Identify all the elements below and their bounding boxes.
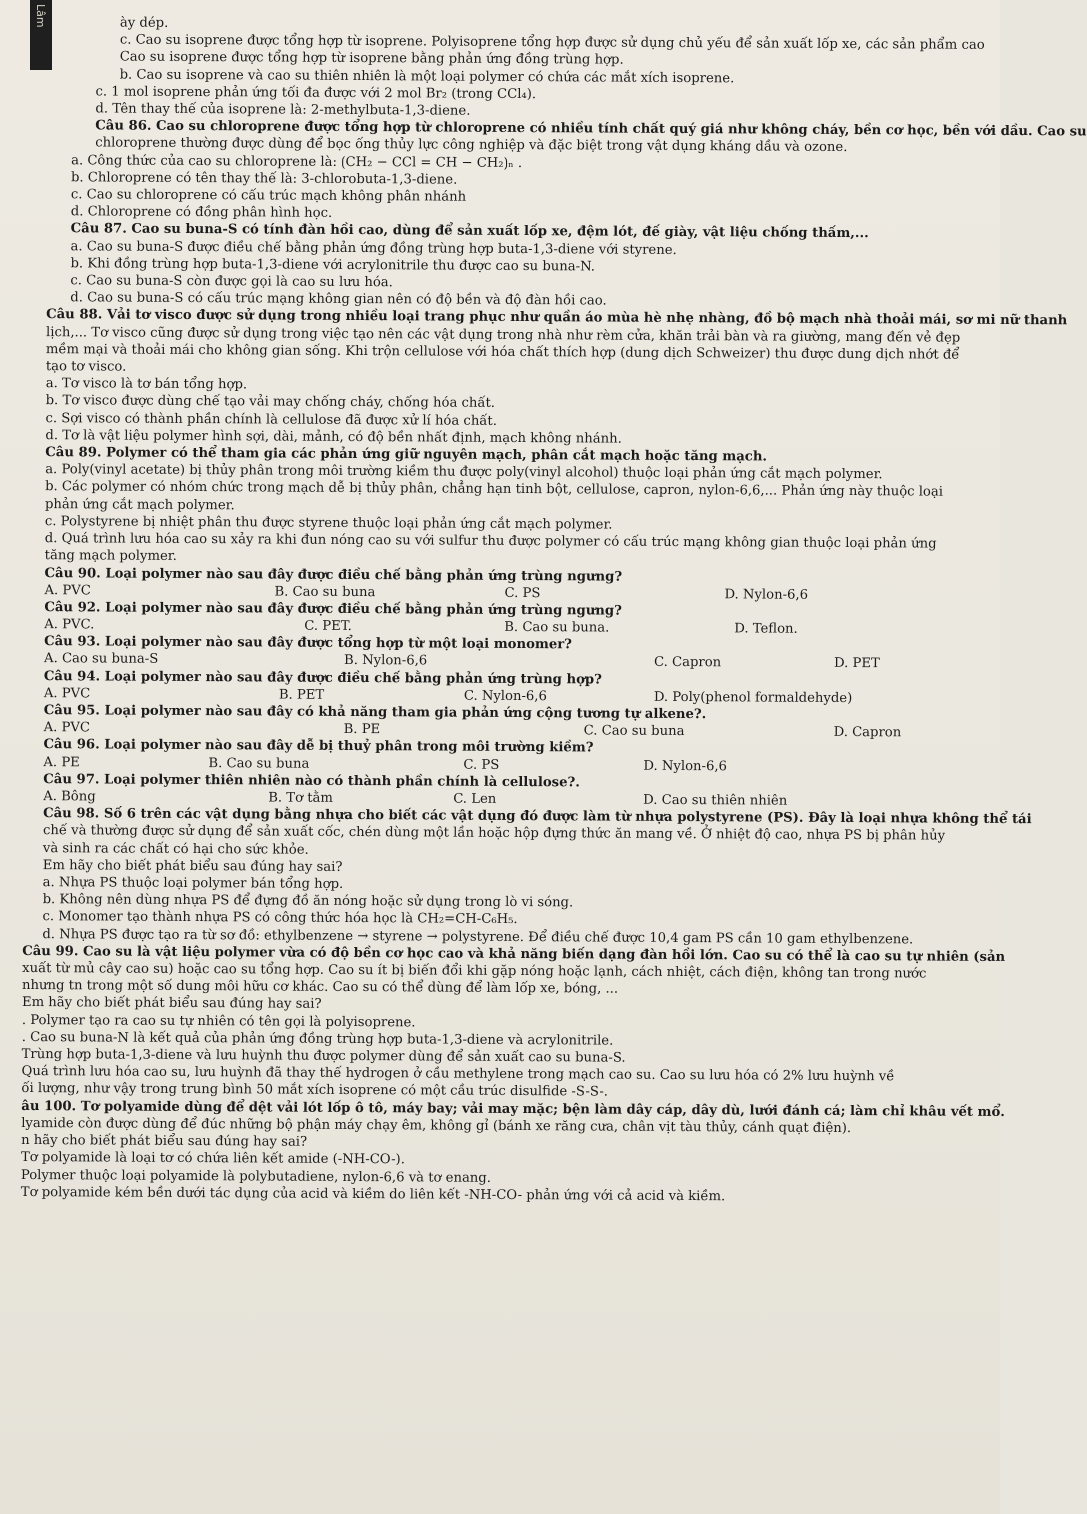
question-98: Câu 98. Số 6 trên các vật dụng bằng nhựa cho biết các vật dụng đó được làm từ nhựa polystyrene (PS). Đây là loại nhựa không thể tái <box>43 806 1032 828</box>
option-c: C. Len <box>453 791 497 807</box>
option-a: A. PVC <box>43 685 91 702</box>
text-line: c. Cao su buna-S còn được gọi là cao su lưu hóa. <box>70 273 393 291</box>
text-line: b. Khi đồng trùng hợp buta-1,3-diene với acrylonitrile thu được cao su buna-N. <box>70 256 596 275</box>
text-line: b. Cao su isoprene và cao su thiên nhiên là một loại polymer có chứa các mắt xích isoprene. <box>119 67 735 86</box>
option-b: B. Tơ tằm <box>268 790 333 806</box>
text-line: ày dép. <box>119 15 169 31</box>
option-a: A. Cao su buna-S <box>44 651 159 668</box>
option-c: C. PET. <box>304 618 352 635</box>
option-d: D. Cao su thiên nhiên <box>643 792 788 809</box>
question-87: Câu 87. Cao su buna-S có tính đàn hồi cao, dùng để sản xuất lốp xe, đệm lót, đế giày, vật liệu chống thấm,... <box>70 221 869 242</box>
text-line: Cao su isoprene được tổng hợp từ isoprene bằng phản ứng đồng trùng hợp. <box>119 49 624 69</box>
option-c: C. Capron <box>654 655 722 671</box>
text-line: chloroprene thường được dùng để bọc ống thủy lực công nghiệp và đặc biệt trong vật dụng kháng dầu và ozone. <box>95 135 848 156</box>
option-d: D. Nylon-6,6 <box>724 586 809 603</box>
question-95: Câu 95. Loại polymer nào sau đây có khả năng tham gia phản ứng cộng tương tự alkene?. <box>43 703 707 723</box>
text-line: lịch,... Tơ visco cũng được sử dụng trong việc tạo nên các vật dụng trong nhà như rèm cửa, khăn trải bàn và ra giường, mang đến vẻ đẹp <box>46 324 961 346</box>
text-line: phản ứng cắt mạch polymer. <box>44 496 235 513</box>
option-a: A. PVC <box>44 582 91 599</box>
text-line: Tơ polyamide là loại tơ có chứa liên kết amide (-NH-CO-). <box>20 1150 405 1168</box>
option-a: A. PE <box>43 754 80 770</box>
option-c: C. PS <box>463 757 500 773</box>
document-body <box>20 14 1087 1207</box>
text-line: b. Tơ visco được dùng chế tạo vải may chống cháy, chống hóa chất. <box>45 393 496 412</box>
text-line: d. Chloroprene có đồng phân hình học. <box>70 204 333 222</box>
option-a: A. PVC <box>43 720 91 736</box>
text-line: ối lượng, như vậy trong trung bình 50 mắt xích isoprene có một cầu trúc disulfide -S-S-. <box>21 1081 609 1101</box>
question-93: Câu 93. Loại polymer nào sau đây được tổng hợp từ một loại monomer? <box>44 634 572 653</box>
option-c: C. PS <box>504 585 541 601</box>
text-line: tạo tơ visco. <box>45 359 127 375</box>
text-line: d. Quá trình lưu hóa cao su xảy ra khi đun nóng cao su với sulfur thu được polymer có cấu trúc mạng không gian thuộc loại phản ứng <box>44 531 937 552</box>
option-b: B. Nylon-6,6 <box>344 653 428 669</box>
text-line: nhưng tn trong một số dung môi hữu cơ khác. Cao su có thể dùng để làm lốp xe, bóng, ... <box>22 978 619 997</box>
text-line: xuất từ mủ cây cao su) hoặc cao su tổng hợp. Cao su ít bị biến đổi khi gặp nóng hoặc lạnh, cách nhiệt, cách điện, không tan trong nước <box>22 961 927 982</box>
text-line: mềm mại và thoải mái cho không gian sống. Khi trộn cellulose với hóa chất thích hợp (dung dịch Schweizer) thu được dung dịch nhớt để <box>45 341 960 363</box>
option-b: B. Cao su buna. <box>504 620 610 636</box>
text-line: chế và thường được sử dụng để sản xuất cốc, chén dùng một lần hoặc hộp đựng thức ăn mang về. Ở nhiệt độ cao, nhựa PS bị phân hủy <box>42 823 946 845</box>
option-d: D. Nylon-6,6 <box>643 758 728 774</box>
option-a: A. Bông <box>43 789 96 805</box>
text-line: tăng mạch polymer. <box>44 548 177 565</box>
option-b: B. Cao su buna <box>208 755 310 772</box>
question-94: Câu 94. Loại polymer nào sau đây được điều chế bằng phản ứng trùng hợp? <box>43 668 602 688</box>
text-line: Trùng hợp buta-1,3-diene và lưu huỳnh thu được polymer dùng để sản xuất cao su buna-S. <box>21 1047 626 1066</box>
text-line: a. Cao su buna-S được điều chế bằng phản ứng đồng trùng hợp buta-1,3-diene với styrene. <box>70 238 677 258</box>
option-b: B. PET <box>278 687 325 703</box>
question-96: Câu 96. Loại polymer nào sau đây dễ bị thuỷ phân trong môi trường kiềm? <box>43 737 594 756</box>
text-line: d. Tơ là vật liệu polymer hình sợi, dài, mảnh, có độ bền nhất định, mạch không nhánh. <box>45 427 622 447</box>
question-92: Câu 92. Loại polymer nào sau đây được điều chế bằng phản ứng trùng ngưng? <box>44 600 622 619</box>
text-line: a. Tơ visco là tơ bán tổng hợp. <box>45 376 248 393</box>
text-line: b. Không nên dùng nhựa PS để đựng đồ ăn nóng hoặc sử dụng trong lò vi sóng. <box>42 892 574 911</box>
text-line: Em hãy cho biết phát biểu sau đúng hay sai? <box>42 857 343 875</box>
option-a: A. PVC. <box>44 617 95 633</box>
text-line: c. Polystyrene bị nhiệt phân thu được styrene thuộc loại phản ứng cắt mạch polymer. <box>44 514 613 533</box>
text-line: d. Cao su buna-S có cấu trúc mạng không gian nên có độ bền và độ đàn hồi cao. <box>70 290 607 309</box>
text-line: a. Công thức của cao su chloroprene là: ⟮CH₂ − CCl = CH − CH₂⟯ₙ . <box>71 152 523 171</box>
text-line: Tơ polyamide kém bền dưới tác dụng của acid và kiềm do liên kết -NH-CO- phản ứng với cả acid và kiềm. <box>20 1184 726 1204</box>
question-88: Câu 88. Vải tơ visco được sử dụng trong nhiều loại trang phục như quần áo mùa hè nhẹ nhàng, đồ bộ mạch nhà thoải mái, sơ mi nữ thanh <box>46 307 1068 329</box>
option-d: D. PET <box>833 656 880 672</box>
question-100: âu 100. Tơ polyamide dùng để dệt vải lót lốp ô tô, máy bay; vải may mặc; bện làm dây cáp, dây dù, lưới đánh cá; làm chỉ khâu vết mổ. <box>21 1098 1005 1120</box>
question-99: Câu 99. Cao su là vật liệu polymer vừa có độ bền cơ học cao và khả năng biến dạng đàn hồi lớn. Cao su có thể là cao su tự nhiên (sản <box>22 943 1006 965</box>
option-c: C. Cao su buna <box>583 723 685 740</box>
text-line: c. Sợi visco có thành phần chính là cellulose đã được xử lí hóa chất. <box>45 410 497 429</box>
option-c: C. Nylon-6,6 <box>463 688 547 705</box>
text-line: Quá trình lưu hóa cao su, lưu huỳnh đã thay thế hydrogen ở cầu methylene trong mạch cao su. Cao su lưu hóa có 2% lưu huỳnh về <box>21 1064 895 1085</box>
option-b: B. PE <box>343 722 381 738</box>
text-line: c. Cao su chloroprene có cấu trúc mạch không phân nhánh <box>70 187 467 205</box>
text-line: b. Các polymer có nhóm chức trong mạch dễ bị thủy phân, chẳng hạn tinh bột, cellulose, capron, nylon-6,6,... Phản ứng này thuộc loại <box>45 479 944 501</box>
text-line: c. 1 mol isoprene phản ứng tối đa được với 2 mol Br₂ (trong CCl₄). <box>95 84 537 102</box>
text-line: d. Nhựa PS được tạo ra từ sơ đồ: ethylbenzene → styrene → polystyrene. Để điều chế được 10,4 gam PS cần 10 gam ethylbenzene. <box>42 926 914 948</box>
text-line: a. Nhựa PS thuộc loại polymer bán tổng hợp. <box>42 875 344 892</box>
question-90: Câu 90. Loại polymer nào sau đây được điều chế bằng phản ứng trùng ngưng? <box>44 565 623 585</box>
text-line: n hãy cho biết phát biểu sau đúng hay sai? <box>21 1133 308 1150</box>
option-b: B. Cao su buna <box>274 584 376 600</box>
text-line: lyamide còn được dùng để đúc những bộ phận máy chạy êm, không gỉ (bánh xe răng cưa, chân vịt tàu thủy, cánh quạt điện). <box>21 1115 852 1136</box>
text-line: và sinh ra các chất có hại cho sức khỏe. <box>42 840 309 858</box>
text-line: c. Cao su isoprene được tổng hợp từ isoprene. Polyisoprene tổng hợp được sử dụng chủ yếu để sản xuất lốp xe, các sản phẩm cao <box>119 32 985 54</box>
option-d: D. Teflon. <box>734 621 798 637</box>
text-line: Em hãy cho biết phát biểu sau đúng hay sai? <box>21 995 322 1013</box>
text-line: c. Monomer tạo thành nhựa PS có công thức hóa học là CH₂=CH-C₆H₅. <box>42 909 518 928</box>
option-d: D. Capron <box>833 725 902 741</box>
margin-label: Lâm <box>34 4 47 28</box>
text-line: . Cao su buna-N là kết quả của phản ứng đồng trùng hợp buta-1,3-diene và acrylonitrile. <box>21 1029 614 1049</box>
question-86: Câu 86. Cao su chloroprene được tổng hợp từ chloroprene có nhiều tính chất quý giá như không cháy, bền cơ học, bền với dầu. Cao su <box>95 118 1087 140</box>
text-line: a. Poly(vinyl acetate) bị thủy phân trong môi trường kiềm thu được poly(vinyl alcohol) thuộc loại phản ứng cắt mạch polymer. <box>45 462 883 483</box>
text-line: d. Tên thay thế của isoprene là: 2-methylbuta-1,3-diene. <box>95 101 471 119</box>
text-line: . Polymer tạo ra cao su tự nhiên có tên gọi là polyisoprene. <box>21 1012 416 1031</box>
question-97: Câu 97. Loại polymer thiên nhiên nào có thành phần chính là cellulose?. <box>43 771 580 791</box>
option-d: D. Poly(phenol formaldehyde) <box>653 689 853 706</box>
question-89: Câu 89. Polymer có thể tham gia các phản ứng giữ nguyên mạch, phân cắt mạch hoặc tăng mạch. <box>45 445 768 465</box>
text-line: b. Chloroprene có tên thay thế là: 3-chlorobuta-1,3-diene. <box>70 170 458 188</box>
text-line: Polymer thuộc loại polyamide là polybutadiene, nylon-6,6 và tơ enang. <box>20 1167 492 1186</box>
